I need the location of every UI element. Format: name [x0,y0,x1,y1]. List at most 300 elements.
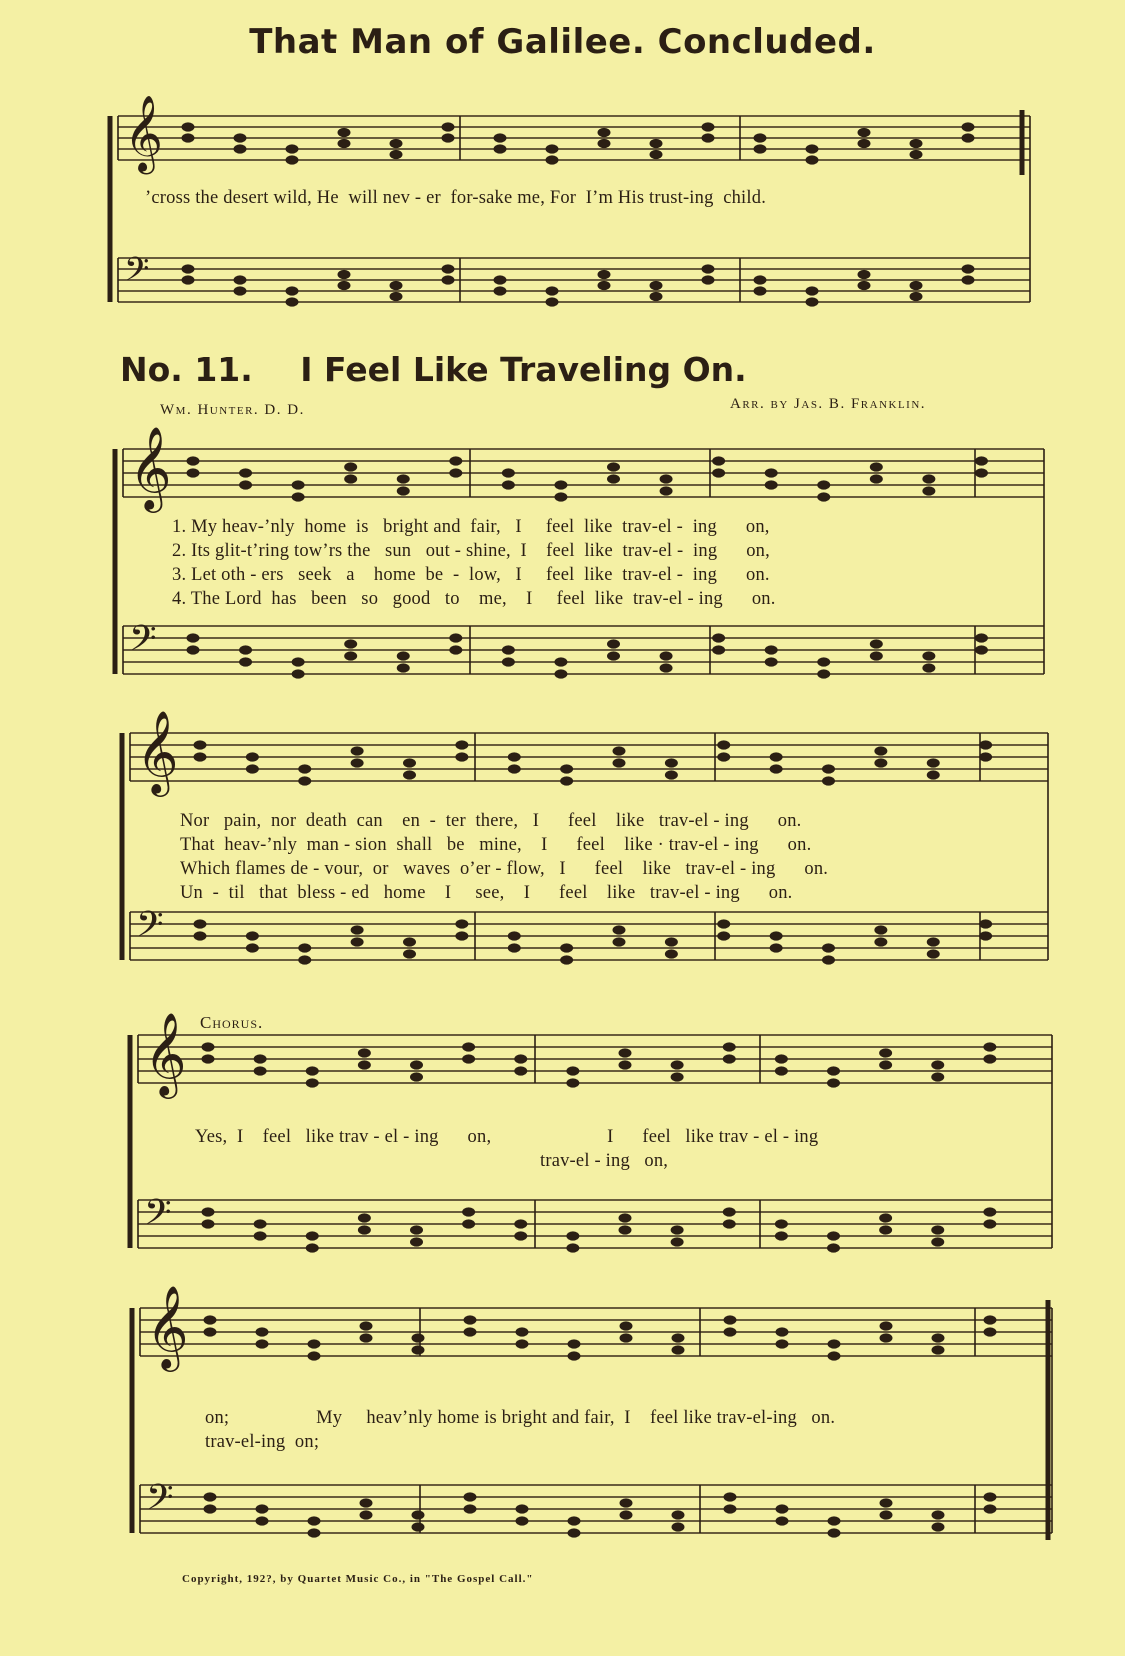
note-head [983,1042,996,1051]
note-head [822,776,835,785]
note-head [554,669,567,678]
note-head [254,1054,267,1063]
system-prev-bass-staff [118,258,1030,302]
lyricist-credit: Wm. Hunter. D. D. [160,402,305,418]
note-head [922,651,935,660]
note-head [858,139,871,148]
note-head [286,155,299,164]
note-head [932,1510,945,1519]
note-head [560,764,573,773]
note-head [822,764,835,773]
note-head [984,1327,997,1336]
note-head [613,925,626,934]
note-head [717,752,730,761]
verse2-line-2: That heav-’nly man - sion shall be mine, I feel like · trav-el - ing on. [180,835,812,855]
note-head [464,1504,477,1513]
note-head [412,1345,425,1354]
note-head [932,1333,945,1342]
note-head [286,297,299,306]
note-head [717,919,730,928]
note-head [568,1339,581,1348]
note-head [234,133,247,142]
note-head [910,292,923,301]
note-head [566,1066,579,1075]
note-head [246,764,259,773]
note-head [806,144,819,153]
verse2-line-1: Nor pain, nor death can en - ter there, I feel like trav-el - ing on. [180,811,802,831]
note-head [502,468,515,477]
note-head [502,645,515,654]
note-head [390,281,403,290]
note-head [360,1498,373,1507]
note-head [204,1327,217,1336]
bass-clef-icon: 𝄢 [144,1192,172,1243]
note-head [613,746,626,755]
note-head [202,1219,215,1228]
note-head [775,1054,788,1063]
arranger-credit: Arr. by Jas. B. Franklin. [730,396,927,412]
note-head [613,758,626,767]
note-head [817,669,830,678]
note-head [671,1225,684,1234]
note-head [568,1528,581,1537]
note-head [827,1078,840,1087]
note-head [397,474,410,483]
note-head [182,275,195,284]
note-head [620,1510,633,1519]
note-head [671,1060,684,1069]
chorus-label: Chorus. [200,1013,264,1032]
note-head [879,1213,892,1222]
note-head [776,1339,789,1348]
note-head [204,1492,217,1501]
note-head [984,1492,997,1501]
verse2-line-3: Which flames de - vour, or waves o’er - flow, I feel like trav-el - ing on. [180,859,829,879]
note-head [568,1351,581,1360]
note-head [724,1315,737,1324]
note-head [613,937,626,946]
note-head [560,776,573,785]
note-head [560,943,573,952]
verse-line-3: 3. Let oth - ers seek a home be - low, I feel like trav-el - ing on. [172,565,770,585]
note-head [194,740,207,749]
note-head [358,1060,371,1069]
page-title: That Man of Galilee. Concluded. [249,22,876,62]
note-head [516,1327,529,1336]
note-head [449,633,462,642]
note-head [403,937,416,946]
note-head [554,480,567,489]
note-head [770,752,783,761]
note-head [306,1243,319,1252]
note-head [665,949,678,958]
note-head [442,122,455,131]
note-head [182,133,195,142]
note-head [390,292,403,301]
note-head [723,1219,736,1228]
note-head [254,1219,267,1228]
note-head [702,275,715,284]
note-head [870,462,883,471]
note-head [962,133,975,142]
note-head [194,752,207,761]
note-head [182,122,195,131]
system-prev-treble-staff [118,116,1030,160]
note-head [360,1333,373,1342]
note-head [983,1219,996,1228]
note-head [239,645,252,654]
note-head [922,486,935,495]
note-head [770,943,783,952]
note-head [351,925,364,934]
note-head [770,764,783,773]
note-head [817,480,830,489]
note-head [665,758,678,767]
note-head [494,133,507,142]
note-head [344,639,357,648]
note-head [979,740,992,749]
note-head [702,133,715,142]
note-head [464,1327,477,1336]
note-head [449,456,462,465]
note-head [194,931,207,940]
note-head [775,1066,788,1075]
note-head [514,1054,527,1063]
note-head [412,1522,425,1531]
note-head [508,931,521,940]
note-head [754,133,767,142]
note-head [514,1231,527,1240]
note-head [828,1516,841,1525]
note-head [403,949,416,958]
bass-clef-icon: 𝄢 [136,904,164,955]
note-head [568,1516,581,1525]
note-head [962,264,975,273]
system-2-treble-staff [130,733,1048,781]
note-head [975,645,988,654]
note-head [410,1237,423,1246]
note-head [880,1510,893,1519]
note-head [202,1207,215,1216]
note-head [358,1048,371,1057]
note-head [338,128,351,137]
note-head [975,456,988,465]
note-head [712,645,725,654]
note-head [650,139,663,148]
note-head [516,1339,529,1348]
note-head [712,633,725,642]
note-head [514,1219,527,1228]
note-head [566,1078,579,1087]
note-head [870,651,883,660]
note-head [671,1237,684,1246]
note-head [874,937,887,946]
note-head [338,270,351,279]
bass-clef-icon: 𝄢 [129,618,157,669]
note-head [765,480,778,489]
note-head [187,468,200,477]
note-head [724,1504,737,1513]
note-head [234,144,247,153]
note-head [874,746,887,755]
note-head [204,1315,217,1324]
treble-clef-icon: 𝄞 [144,1011,187,1096]
note-head [298,955,311,964]
note-head [187,456,200,465]
note-head [338,281,351,290]
note-head [397,663,410,672]
final-line-b: trav-el-ing on; [205,1432,320,1452]
note-head [298,764,311,773]
note-head [806,155,819,164]
note-head [650,150,663,159]
note-head [360,1510,373,1519]
verse-line-1: 1. My heav-’nly home is bright and fair, I feel like trav-el - ing on, [172,517,770,537]
note-head [723,1042,736,1051]
note-head [822,943,835,952]
chorus-line-1b: trav-el - ing on, [540,1151,669,1171]
note-head [879,1048,892,1057]
note-head [502,480,515,489]
note-head [598,139,611,148]
note-head [765,645,778,654]
note-head [983,1054,996,1063]
note-head [234,275,247,284]
note-head [754,144,767,153]
system-3-treble-staff [138,1035,1052,1083]
note-head [979,752,992,761]
note-head [246,931,259,940]
treble-clef-icon: 𝄞 [136,709,179,794]
note-head [256,1504,269,1513]
note-head [983,1207,996,1216]
note-head [351,937,364,946]
note-head [858,128,871,137]
note-head [806,286,819,295]
note-head [298,776,311,785]
note-head [858,281,871,290]
note-head [660,663,673,672]
note-head [204,1504,217,1513]
note-head [239,468,252,477]
note-head [306,1078,319,1087]
note-head [254,1066,267,1075]
note-head [462,1219,475,1228]
note-head [932,1345,945,1354]
note-head [665,937,678,946]
note-head [660,651,673,660]
note-head [560,955,573,964]
note-head [979,919,992,928]
note-head [910,150,923,159]
note-head [344,462,357,471]
note-head [516,1516,529,1525]
note-head [344,651,357,660]
note-head [202,1042,215,1051]
note-head [390,150,403,159]
note-head [874,925,887,934]
note-head [984,1315,997,1324]
note-head [607,651,620,660]
note-head [607,462,620,471]
note-head [765,468,778,477]
note-head [607,474,620,483]
note-head [927,937,940,946]
note-head [858,270,871,279]
system-1-treble-staff [123,449,1044,497]
verse-line-2: 2. Its glit-t’ring tow’rs the sun out - shine, I feel like trav-el - ing on, [172,541,770,561]
note-head [712,456,725,465]
note-head [870,639,883,648]
note-head [754,286,767,295]
note-head [516,1504,529,1513]
note-head [975,633,988,642]
note-head [827,1243,840,1252]
note-head [665,770,678,779]
system-4-bass-staff [140,1485,1052,1533]
note-head [598,270,611,279]
note-head [723,1054,736,1063]
note-head [775,1219,788,1228]
note-head [292,480,305,489]
note-head [806,297,819,306]
note-head [514,1066,527,1075]
note-head [442,133,455,142]
note-head [828,1351,841,1360]
note-head [494,144,507,153]
note-head [822,955,835,964]
note-head [619,1213,632,1222]
note-head [256,1339,269,1348]
note-head [660,486,673,495]
system-4-treble-staff [140,1308,1052,1356]
note-head [598,128,611,137]
note-head [927,949,940,958]
note-head [455,931,468,940]
note-head [412,1510,425,1519]
note-head [182,264,195,273]
note-head [508,943,521,952]
note-head [308,1339,321,1348]
note-head [397,651,410,660]
note-head [397,486,410,495]
note-head [254,1231,267,1240]
note-head [462,1207,475,1216]
note-head [246,943,259,952]
note-head [306,1231,319,1240]
prev-song-lyric: ’cross the desert wild, He will nev - er for-sake me, For I’m His trust-ing child. [145,188,767,208]
note-head [870,474,883,483]
note-head [979,931,992,940]
note-head [765,657,778,666]
copyright-notice: Copyright, 192?, by Quartet Music Co., in "The Gospel Call." [182,1573,534,1585]
note-head [723,1207,736,1216]
note-head [239,657,252,666]
note-head [927,770,940,779]
note-head [880,1498,893,1507]
note-head [546,155,559,164]
note-head [672,1333,685,1342]
note-head [455,919,468,928]
note-head [702,122,715,131]
final-line: on; My heav’nly home is bright and fair, I feel like trav-el-ing on. [205,1408,836,1428]
note-head [619,1060,632,1069]
note-head [566,1243,579,1252]
note-head [403,758,416,767]
note-head [256,1516,269,1525]
note-head [246,752,259,761]
note-head [455,752,468,761]
note-head [776,1504,789,1513]
note-head [410,1072,423,1081]
note-head [292,669,305,678]
note-head [962,122,975,131]
note-head [650,281,663,290]
note-head [410,1060,423,1069]
note-head [672,1522,685,1531]
note-head [256,1327,269,1336]
system-1-bass-staff [123,626,1044,674]
note-head [880,1333,893,1342]
note-head [975,468,988,477]
note-head [724,1327,737,1336]
treble-clef-icon: 𝄞 [146,1284,189,1369]
note-head [403,770,416,779]
note-head [817,492,830,501]
note-head [546,144,559,153]
note-head [449,645,462,654]
note-head [292,492,305,501]
song-heading [120,350,1020,389]
note-head [442,275,455,284]
system-3-bass-staff [138,1200,1052,1248]
note-head [776,1327,789,1336]
note-head [187,645,200,654]
note-head [712,468,725,477]
note-head [672,1510,685,1519]
note-head [194,919,207,928]
note-head [308,1351,321,1360]
note-head [598,281,611,290]
note-head [672,1345,685,1354]
note-head [292,657,305,666]
note-head [770,931,783,940]
note-head [650,292,663,301]
note-head [910,281,923,290]
note-head [351,746,364,755]
note-head [754,275,767,284]
note-head [817,657,830,666]
note-head [874,758,887,767]
note-head [962,275,975,284]
note-head [717,931,730,940]
note-head [286,144,299,153]
note-head [927,758,940,767]
note-head [775,1231,788,1240]
note-head [620,1321,633,1330]
note-head [828,1528,841,1537]
note-head [462,1054,475,1063]
note-head [546,297,559,306]
note-head [619,1225,632,1234]
note-head [449,468,462,477]
note-head [620,1498,633,1507]
note-head [879,1225,892,1234]
note-head [351,758,364,767]
note-head [502,657,515,666]
note-head [455,740,468,749]
treble-clef-icon: 𝄞 [124,94,164,172]
